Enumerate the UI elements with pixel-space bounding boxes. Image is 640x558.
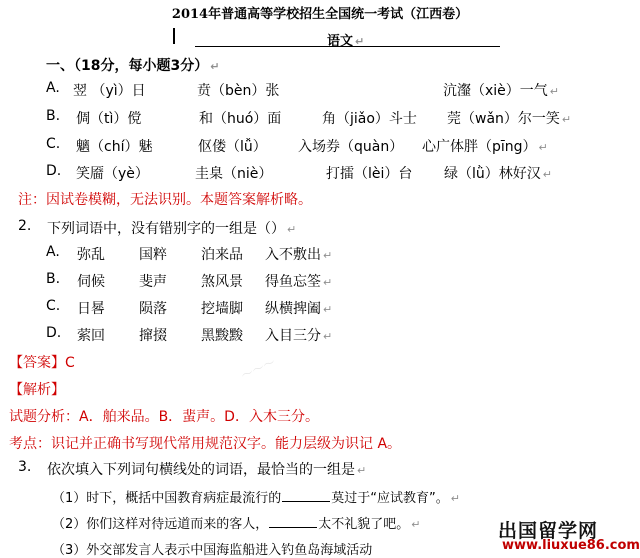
q3-sentence-3: （3）外交部发言人表示中国海监船进入钓鱼岛海域活动: [52, 543, 373, 558]
site-logo: [494, 514, 640, 553]
q1-option-d-item-4: 绿（lǜ）林好汉 ↵: [444, 166, 552, 182]
q2-option-c-item-3: 挖墙脚: [201, 301, 243, 317]
q2-stem: 下列词语中，没有错别字的一组是（） ↵: [47, 221, 297, 237]
q1-option-b-item-4: 莞（wǎn）尔一笑 ↵: [447, 111, 572, 127]
blank-line: [269, 515, 317, 528]
q2-option-d-item-1: 萦回: [77, 328, 105, 344]
logo-url-text: www.liuxue86.com: [502, 538, 640, 553]
q1-option-a-letter: A.: [46, 80, 60, 96]
q1-option-d-letter: D.: [46, 163, 62, 179]
q2-option-d-item-4: 入目三分 ↵: [265, 328, 333, 344]
q2-number: 2.: [18, 218, 32, 234]
q3-stem: 依次填入下列词句横线处的词语，最恰当的一组是 ↵: [47, 462, 367, 478]
answer-label: 【答案】C: [9, 355, 75, 371]
section-heading: 一、（18分，每小题3分） ↵: [46, 58, 220, 74]
q2-option-c-item-4: 纵横捭阖 ↵: [265, 301, 333, 317]
title-underline: [195, 46, 500, 47]
q1-option-c-item-2: 伛偻（lǚ）: [198, 139, 267, 155]
q3-sentence-1: （1）时下，概括中国教育病症最流行的 莫过于“应试教育”。 ↵: [52, 491, 460, 506]
q2-option-a-item-1: 弥乱: [77, 247, 105, 263]
q2-option-a-letter: A.: [46, 244, 60, 260]
q2-option-b-item-3: 煞风景: [201, 274, 243, 290]
q2-option-c-item-1: 日晷: [77, 301, 105, 317]
faint-watermark: ～～～: [238, 354, 278, 383]
q2-option-a-item-4: 入不敷出 ↵: [265, 247, 333, 263]
doc-title: 2014年普通高等学校招生全国统一考试（江西卷）: [171, 7, 469, 22]
q1-option-b-item-2: 和（huó）面: [199, 111, 282, 127]
q1-option-b-item-1: 倜（tì）傥: [76, 111, 142, 127]
q1-option-d-item-2: 圭臬（niè）: [195, 166, 273, 182]
q1-option-c-letter: C.: [46, 136, 61, 152]
q1-option-a-item-2: 贲（bèn）张: [197, 83, 280, 99]
q1-option-b-item-3: 角（jiǎo）斗士: [322, 111, 417, 127]
kaodian-text: 考点：识记并正确书写现代常用规范汉字。能力层级为识记 A。: [9, 436, 402, 452]
q2-option-b-item-1: 伺候: [77, 274, 105, 290]
q1-option-c-item-1: 魑（chí）魅: [76, 139, 153, 155]
q1-option-a-item-3: 沆瀣（xiè）一气 ↵: [443, 83, 560, 99]
q1-option-a-item-1: 翌 （yì）日: [73, 83, 146, 99]
q3-sentence-2: （2）你们这样对待远道而来的客人， 太不礼貌了吧。 ↵: [52, 517, 421, 532]
q2-option-c-letter: C.: [46, 298, 61, 314]
q2-option-a-item-2: 国粹: [139, 247, 167, 263]
q1-option-d-item-3: 打擂（lèi）台: [326, 166, 413, 182]
blank-line: [282, 489, 330, 502]
q2-option-b-letter: B.: [46, 271, 61, 287]
q2-option-b-item-2: 斐声: [139, 274, 167, 290]
logo-main-text: 出国留学网: [498, 520, 599, 542]
analysis-label: 【解析】: [9, 382, 65, 398]
q2-option-b-item-4: 得鱼忘筌 ↵: [265, 274, 333, 290]
subject-heading: 语文 ↵: [327, 34, 365, 49]
q1-option-b-letter: B.: [46, 108, 61, 124]
q2-option-a-item-3: 泊来品: [201, 247, 243, 263]
q2-option-d-item-3: 黑黢黢: [201, 328, 243, 344]
q2-option-d-item-2: 撺掇: [139, 328, 167, 344]
q1-option-c-item-3: 入场券（quàn）: [298, 139, 404, 155]
q1-option-c-item-4: 心广体胖（pīng） ↵: [422, 139, 548, 155]
q2-option-c-item-2: 陨落: [139, 301, 167, 317]
q1-option-d-item-1: 笑靥（yè）: [76, 166, 149, 182]
q3-number: 3.: [18, 459, 32, 475]
blurred-note: 注：因试卷模糊，无法识别。本题答案解析略。: [18, 192, 312, 208]
text-cursor: [173, 28, 175, 44]
analysis-text: 试题分析：A．舶来品。B．蜚声。D．入木三分。: [9, 409, 319, 425]
q2-option-d-letter: D.: [46, 325, 62, 341]
